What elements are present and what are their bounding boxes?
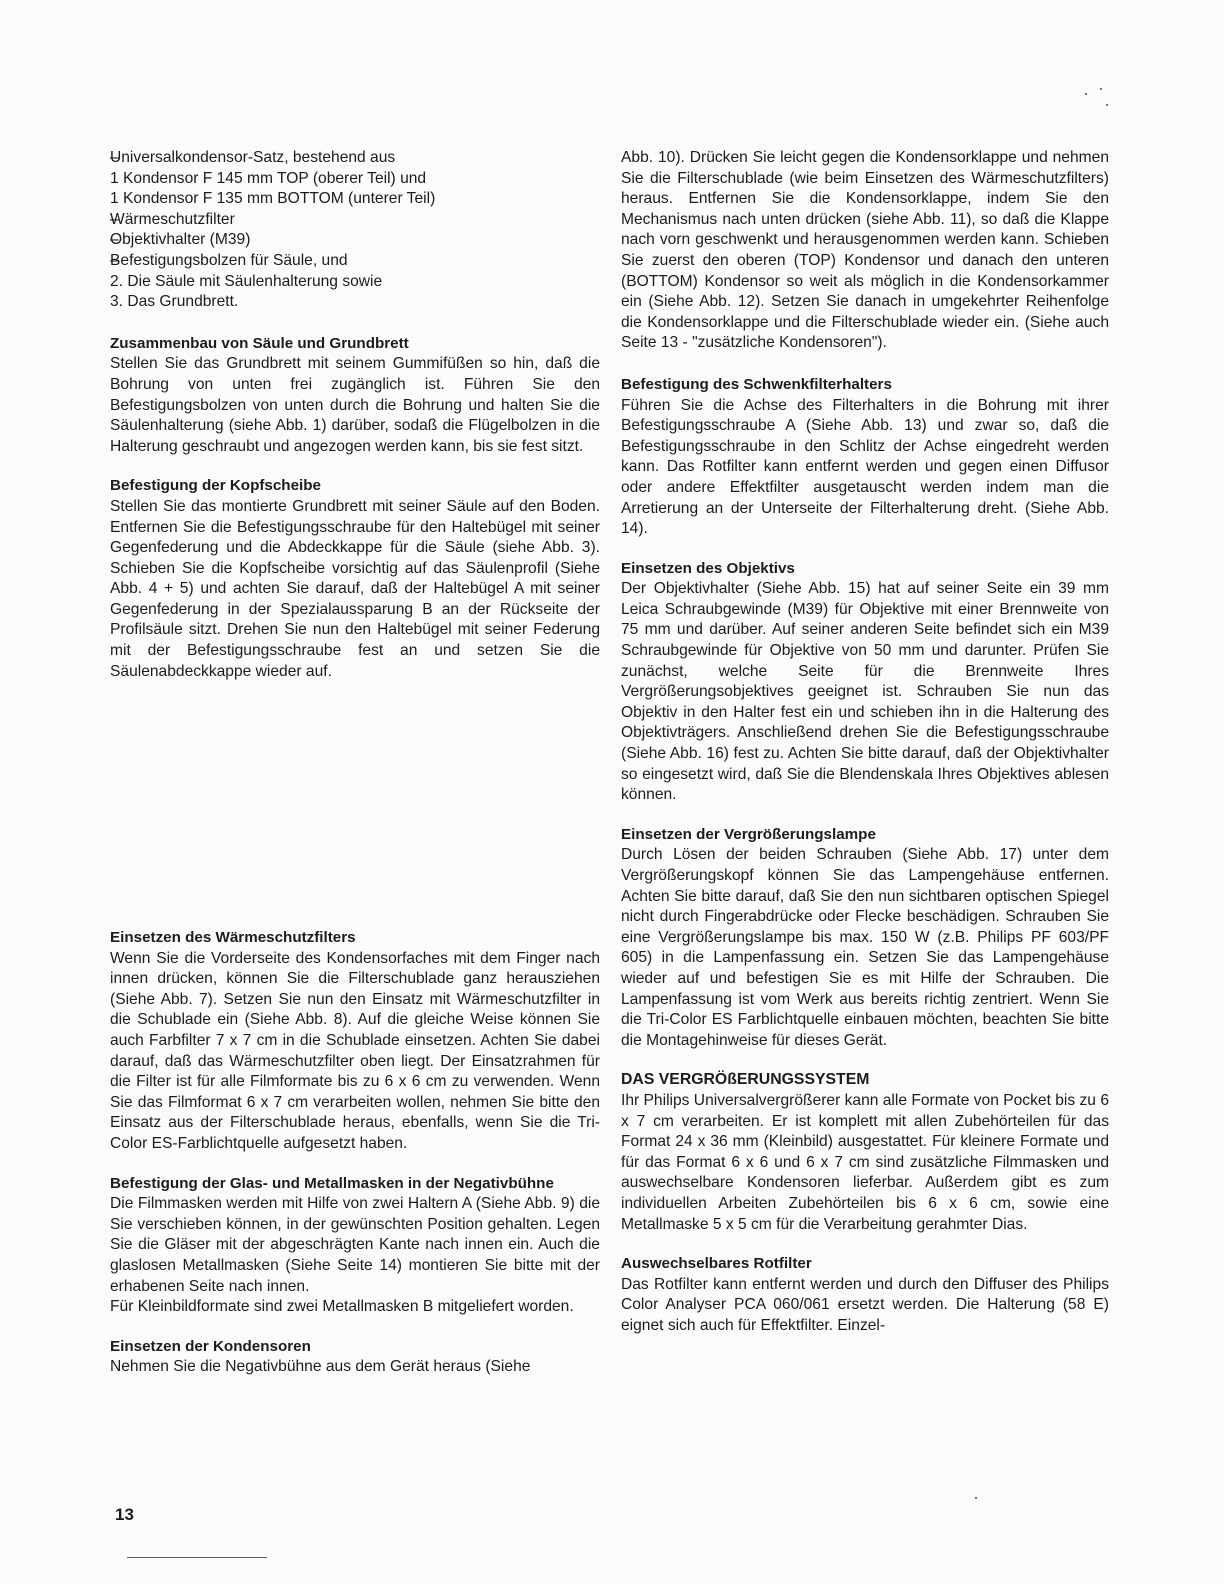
list-item-text: Wärmeschutzfilter <box>110 210 235 228</box>
section-body: Durch Lösen der beiden Schrauben (Siehe Abb. 17) unter dem Vergrößerungskopf können Sie das Lampengehäuse entfernen. Achten Sie bitte darauf, daß Sie den nun sichtbaren optischen Spiegel nicht durch Fingerabdrücke oder Flecke beschädigen. Schrauben Sie eine Vergrößerungslampe bis max. 150 W (z.B. Philips PF 603/PF 605) in die Lampenfassung ein. Setzen Sie das Lampengehäuse wieder auf und befestigen Sie es mit Hilfe der Schrauben. Die Lampenfassung ist vom Werk aus bereits richtig zentriert. Wenn Sie die Tri-Color ES Farblichtquelle einbauen möchten, beachten Sie bitte die Montagehinweise für dieses Gerät. <box>621 846 1109 1049</box>
section-heading: Zusammenbau von Säule und Grundbrett <box>110 334 409 352</box>
section-body: Ihr Philips Universalvergrößerer kann alle Formate von Pocket bis zu 6 x 7 cm verarbeiten. Er ist komplett mit allen Zubehörteilen für das Format 24 x 36 mm (Kleinbild) ausgestattet. Für kleinere Formate und für das Format 6 x 6 und 6 x 7 cm sind zusätzliche Filmmasken und auswechselbare Kondensoren lieferbar. Außerdem gibt es zum individuellen Arbeiten Zubehörteilen bis 6 x 6 cm, sowie eine Metallmaske 5 x 5 cm für die Verarbeitung gerahmter Dias. <box>621 1091 1109 1233</box>
scan-speck <box>1100 88 1102 90</box>
left-column <box>110 148 600 1376</box>
section-heading: Befestigung der Kopfscheibe <box>110 477 321 495</box>
section-heading: Befestigung der Glas- und Metallmasken in der Negativbühne <box>110 1174 554 1192</box>
section-heading: Auswechselbares Rotfilter <box>621 1255 812 1273</box>
section-body: Wenn Sie die Vorderseite des Kondensorfaches mit dem Finger nach innen drücken, können Sie die Filterschublade ganz herausziehen (Siehe Abb. 7). Setzen Sie nun den Einsatz mit Wärmeschutzfilter in die Schublade ein (Siehe Abb. 8). Auf die gleiche Weise können Sie auch Farbfilter 7 x 7 cm in die Schublade einsetzen. Achten Sie dabei darauf, daß das Wärmeschutzfilter oben liegt. Der Einsatzrahmen für die Filter ist für alle Filmformate bis zu 6 x 6 cm zu verwenden. Wenn Sie das Filmformat 6 x 7 cm verarbeiten wollen, nehmen Sie bitte den Einsatz aus der Filterschublade heraus, ebenfalls, wenn Sie die Tri-Color ES-Farblichtquelle aufgesetzt haben. <box>110 949 600 1152</box>
section-heading: Einsetzen der Kondensoren <box>110 1337 311 1355</box>
list-item <box>110 251 600 272</box>
list-item <box>110 210 600 231</box>
list-item: 3. Das Grundbrett. <box>110 293 239 311</box>
list-item: 1 Kondensor F 145 mm TOP (oberer Teil) und <box>110 169 427 187</box>
section-body: Führen Sie die Achse des Filterhalters in die Bohrung mit ihrer Befestigungsschraube A (Siehe Abb. 13) und zwar so, daß die Befestigungsschraube in den Schlitz der Achse eingedreht werden kann. Das Rotfilter kann entfernt werden und gegen einen Diffusor oder andere Effektfilter ausgetauscht werden indem man die Arretierung an der Unterseite der Filterhalterung dreht. (Siehe Abb. 14). <box>621 396 1109 538</box>
list-item-text: Befestigungsbolzen für Säule, und <box>110 251 348 269</box>
list-item <box>110 230 600 251</box>
section-heading: Befestigung des Schwenkfilterhalters <box>621 375 892 393</box>
list-item <box>110 148 600 169</box>
scan-speck <box>1085 93 1087 95</box>
section-body: Der Objektivhalter (Siehe Abb. 15) hat auf seiner Seite ein 39 mm Leica Schraubgewinde (M39) für Objektive mit einer Brennweite von 75 mm und darüber. Auf seiner anderen Seite befindet sich ein M39 Schraubgewinde für Objektive von 50 mm und darunter. Prüfen Sie zunächst, welche Seite für die Brennweite Ihres Vergrößerungsobjektives geeignet ist. Schrauben Sie nun das Objektiv in den Halter fest ein und schieben ihn in die Halterung des Objektivträgers. Anschließend drehen Sie die Befestigungsschraube (Siehe Abb. 16) fest zu. Achten Sie bitte darauf, daß der Objektivhalter so eingesetzt wird, daß Sie die Blendenskala Ihres Objektives ablesen können. <box>621 580 1109 804</box>
scan-speck <box>975 1497 977 1499</box>
section-body: Nehmen Sie die Negativbühne aus dem Gerät heraus (Siehe <box>110 1358 531 1376</box>
section-body: Die Filmmasken werden mit Hilfe von zwei Haltern A (Siehe Abb. 9) die Sie verschieben können, in der gewünschten Position gehalten. Legen Sie die Gläser mit der abgeschrägten Kante nach innen ein. Auch die glaslosen Metallmasken (Siehe Seite 14) montieren Sie bitte mit der erhabenen Seite nach innen. <box>110 1195 600 1295</box>
scan-mark-line <box>127 1557 267 1558</box>
section-heading: Einsetzen des Wärmeschutzfilters <box>110 929 356 946</box>
section-heading: Einsetzen des Objektivs <box>621 559 795 577</box>
section-body: Stellen Sie das Grundbrett mit seinem Gummifüßen so hin, daß die Bohrung von unten frei zugänglich ist. Führen Sie den Befestigungsbolzen von unten durch die Bohrung und halten Sie die Säulenhalterung (siehe Abb. 1) darüber, sodaß die Flügelbolzen in die Halterung geschraubt und angezogen werden kann, bis sie fest sitzt. <box>110 355 600 455</box>
section-body: Stellen Sie das montierte Grundbrett mit seiner Säule auf den Boden. Entfernen Sie die Befestigungsschraube für den Haltebügel mit seiner Gegenfederung und die Abdeckkappe für die Säule (siehe Abb. 3). Schieben Sie die Kopfscheibe vorsichtig auf das Säulenprofil (Siehe Abb. 4 + 5) und achten Sie darauf, daß der Haltebügel A mit seiner Gegenfederung in der Spezialaussparung B an der Rückseite der Profilsäule sitzt. Drehen Sie nun den Haltebügel mit seiner Federung mit der Befestigungsschraube fest an und setzen Sie die Säulenabdeckkappe wieder auf. <box>110 497 600 680</box>
list-item: 2. Die Säule mit Säulenhalterung sowie <box>110 272 383 290</box>
section-heading: Einsetzen der Vergrößerungslampe <box>621 825 876 843</box>
section-heading: DAS VERGRÖßERUNGSSYSTEM <box>621 1071 870 1089</box>
equipment-list <box>110 148 600 313</box>
section-body: Das Rotfilter kann entfernt werden und durch den Diffuser des Philips Color Analyser PCA 060/061 ersetzt werden. Die Halterung (58 E) eignet sich auch für Effektfilter. Einzel- <box>621 1275 1109 1334</box>
list-item: 1 Kondensor F 135 mm BOTTOM (unterer Teil) <box>110 190 436 208</box>
right-column <box>621 148 1109 1336</box>
section-body: Für Kleinbildformate sind zwei Metallmasken B mitgeliefert worden. <box>110 1298 574 1316</box>
list-item-text: Universalkondensor-Satz, bestehend aus <box>110 149 396 166</box>
page-number: 13 <box>115 1505 134 1524</box>
list-item-text: Objektivhalter (M39) <box>110 231 251 249</box>
section-body: Abb. 10). Drücken Sie leicht gegen die Kondensorklappe und nehmen Sie die Filterschublade (wie beim Einsetzen des Wärmeschutzfilters) heraus. Entfernen Sie die Kondensorklappe, indem Sie den Mechanismus nach unten drücken (siehe Abb. 11), so daß die Klappe nach vorn geschwenkt und herausgenommen werden kann. Schieben Sie zuerst den oberen (TOP) Kondensor und danach den unteren (BOTTOM) Kondensor so weit als möglich in die Kondensorkammer ein (Siehe Abb. 12). Setzen Sie danach in umgekehrter Reihenfolge die Kondensorklappe und die Filterschublade wieder ein. (Siehe auch Seite 13 - "zusätzliche Kondensoren"). <box>621 149 1109 352</box>
lower-left-block <box>110 928 600 1378</box>
scan-speck <box>1106 104 1108 106</box>
